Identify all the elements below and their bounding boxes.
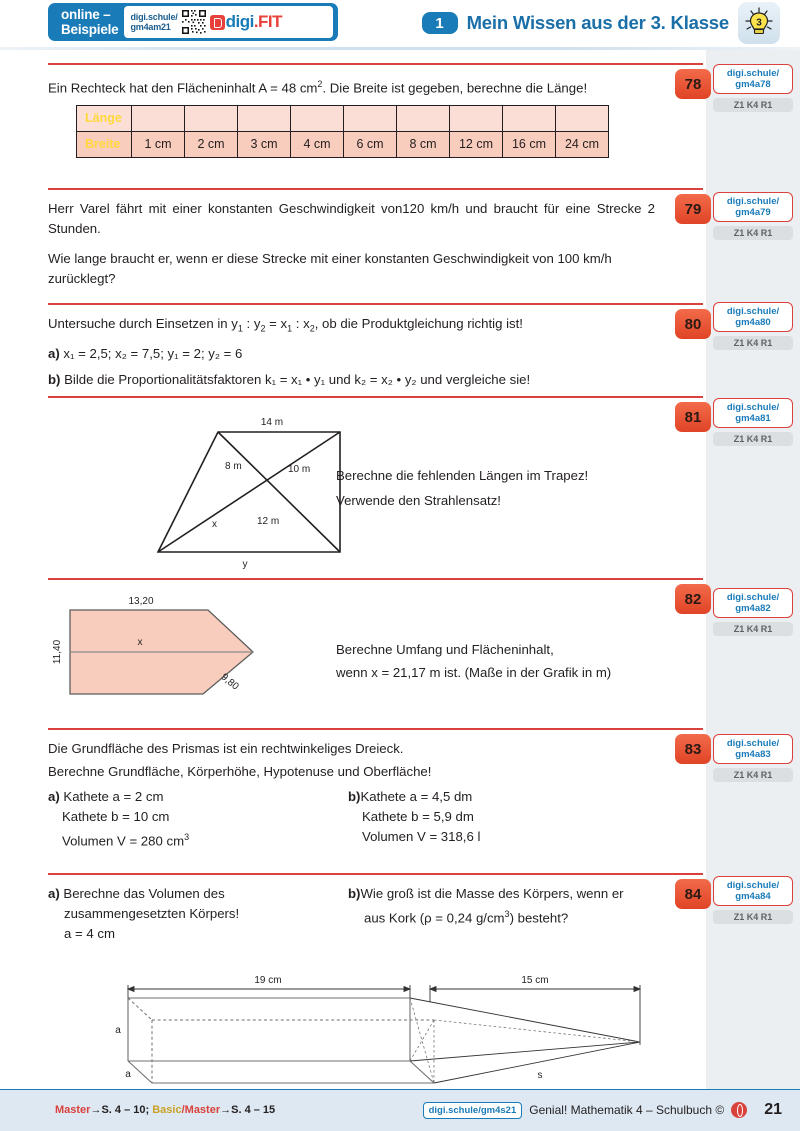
- sidebar-tag: Z1 K4 R1: [713, 910, 793, 924]
- figure-label-12m: 12 m: [257, 516, 280, 527]
- exercise-number-badge: 84: [675, 879, 711, 909]
- exercise-79-body: [48, 190, 703, 289]
- table-cell-value: 12 cm: [450, 131, 503, 157]
- online-examples-banner[interactable]: [48, 3, 338, 41]
- exercise-81-line2: Verwende den Strahlensatz!: [336, 493, 501, 508]
- sidebar-tag: Z1 K4 R1: [713, 336, 793, 350]
- figure-label-980: 9,80: [218, 671, 241, 693]
- sidebar-link[interactable]: [713, 192, 793, 222]
- table-row-laenge: [77, 105, 609, 131]
- sidebar-link[interactable]: [713, 398, 793, 428]
- table-cell-answer[interactable]: [132, 105, 185, 131]
- online-code-line1: digi.schule/: [130, 11, 178, 22]
- exercise-83-line1: Die Grundfläche des Prismas ist ein rechtwinkeliges Dreieck.: [48, 740, 404, 756]
- digifit-mark-icon: [210, 15, 225, 30]
- online-code-line2: gm4am21: [130, 22, 171, 32]
- figure-label-y: y: [242, 559, 248, 570]
- sidebar-tag: Z1 K4 R1: [713, 768, 793, 782]
- digifit-logo: [210, 12, 282, 32]
- exercise-number-badge: 79: [675, 194, 711, 224]
- figure-label-s: s: [537, 1070, 543, 1081]
- exercise-78-prompt: [48, 74, 703, 98]
- exercise-78-body: [48, 65, 703, 158]
- footer-arrow-1: →: [90, 1104, 102, 1116]
- sidebar-item-gm4a81[interactable]: [713, 398, 793, 446]
- footer-code-badge[interactable]: digi.schule/gm4s21: [423, 1102, 523, 1119]
- sidebar-link-line1: digi.schule/: [726, 306, 780, 317]
- header-divider: [0, 47, 800, 50]
- sidebar-item-gm4a80[interactable]: [713, 302, 793, 350]
- exercise-divider: [48, 578, 703, 580]
- sidebar-link[interactable]: [713, 64, 793, 94]
- exercise-80-body: [48, 305, 703, 391]
- online-code-area[interactable]: [124, 6, 333, 38]
- sidebar-link-line2: gm4a79: [735, 207, 771, 218]
- sidebar-link-line1: digi.schule/: [726, 196, 780, 207]
- table-cell-answer[interactable]: [450, 105, 503, 131]
- row-header-laenge: Länge: [77, 105, 132, 131]
- col-b-line2: aus Kork (ρ = 0,24 g/cm: [364, 909, 505, 925]
- col-a-line2: zusammengesetzten Körpers!: [64, 905, 240, 921]
- footer-arrow-2: →: [220, 1104, 232, 1116]
- exercise-number-badge: 78: [675, 69, 711, 99]
- online-label-line1: online –: [61, 7, 111, 22]
- figure-label-x: x: [212, 519, 217, 530]
- figure-label-15cm: 15 cm: [521, 975, 549, 986]
- footer-book-title: Genial! Mathematik 4 – Schulbuch ©: [529, 1103, 725, 1117]
- exercise-83-body: [48, 730, 703, 851]
- figure-label-a-depth: a: [125, 1069, 131, 1080]
- digifit-dot: .: [253, 12, 259, 31]
- sidebar-item-gm4a82[interactable]: [713, 588, 793, 636]
- exercise-84-column-b: [348, 884, 658, 944]
- figure-label-x: x: [137, 637, 143, 648]
- figure-label-8m: 8 m: [225, 461, 242, 472]
- table-cell-answer[interactable]: [556, 105, 609, 131]
- exercise-84: [48, 873, 703, 944]
- figure-label-1320: 13,20: [128, 596, 154, 607]
- exercise-80-item-b: [48, 370, 703, 390]
- col-b-line2: Kathete b = 5,9 dm: [362, 808, 474, 824]
- exercise-79-paragraph-2: Wie lange braucht er, wenn er diese Strecke mit einer konstanten Geschwindigkeit von 100 km/h zurücklegt?: [48, 250, 612, 286]
- item-label-a: a): [48, 346, 60, 362]
- exercise-82-line1: Berechne Umfang und Flächeninhalt,: [336, 642, 554, 657]
- exercise-83: [48, 728, 703, 851]
- item-label-b: b): [348, 885, 361, 901]
- figure-label-a-height: a: [115, 1025, 121, 1036]
- sidebar-link[interactable]: [713, 588, 793, 618]
- table-cell-answer[interactable]: [344, 105, 397, 131]
- col-b-line3: Volumen V = 318,6 l: [362, 828, 481, 844]
- footer-references: [55, 1104, 275, 1116]
- table-cell-answer[interactable]: [185, 105, 238, 131]
- exercise-78-table: [76, 105, 609, 158]
- table-cell-answer[interactable]: [291, 105, 344, 131]
- row-header-breite: Breite: [77, 131, 132, 157]
- exercise-80-item-a: [48, 344, 703, 364]
- table-cell-answer[interactable]: [503, 105, 556, 131]
- figure-label-10m: 10 m: [288, 464, 311, 475]
- sidebar-item-gm4a83[interactable]: [713, 734, 793, 782]
- exercise-80: [48, 303, 703, 390]
- prompt-segment-d: : x: [292, 315, 310, 331]
- col-b-line2-post: ) besteht?: [509, 909, 569, 925]
- item-label-b: b): [348, 788, 361, 804]
- footer-book-info: [423, 1101, 782, 1119]
- sidebar-link-line2: gm4a82: [735, 603, 771, 614]
- sidebar-link[interactable]: [713, 876, 793, 906]
- sidebar-link-line2: gm4a83: [735, 749, 771, 760]
- exercise-83-column-a: [48, 787, 348, 851]
- prompt-segment-e: , ob die Produktgleichung richtig ist!: [314, 315, 523, 331]
- figure-label-1140: 11,40: [52, 639, 63, 665]
- sidebar-item-gm4a78[interactable]: [713, 64, 793, 112]
- digifit-prefix: digi: [225, 12, 254, 31]
- sidebar-tag: Z1 K4 R1: [713, 98, 793, 112]
- sidebar-link-line1: digi.schule/: [726, 68, 780, 79]
- svg-text:3: 3: [756, 17, 762, 29]
- table-cell-value: 24 cm: [556, 131, 609, 157]
- table-cell-value: 16 cm: [503, 131, 556, 157]
- sidebar-link-line1: digi.schule/: [726, 880, 780, 891]
- footer-master-label: Master: [55, 1104, 91, 1116]
- chapter-number-badge: 1: [422, 12, 458, 34]
- online-banner-label: [53, 7, 124, 37]
- exercise-81-line1: Berechne die fehlenden Längen im Trapez!: [336, 468, 589, 483]
- sidebar-link-line2: gm4a81: [735, 413, 771, 424]
- sidebar-tag: Z1 K4 R1: [713, 622, 793, 636]
- exercise-number-badge: 82: [675, 584, 711, 614]
- page-number: 21: [764, 1101, 782, 1118]
- footer-master-pages: S. 4 – 10;: [101, 1104, 150, 1116]
- sidebar-link[interactable]: [713, 734, 793, 764]
- prompt-segment-a: Untersuche durch Einsetzen in y: [48, 315, 238, 331]
- sidebar-link-line2: gm4a80: [735, 317, 771, 328]
- page-title: Mein Wissen aus der 3. Klasse: [466, 12, 729, 33]
- item-text-b: Bilde die Proportionalitätsfaktoren k₁ = x₁ • y₁ und k₂ = x₂ • y₂ und vergleiche sie!: [64, 372, 531, 388]
- exercise-83-column-b: [348, 787, 480, 851]
- prompt-segment-b: : y: [242, 315, 261, 331]
- table-cell-value: 1 cm: [132, 131, 185, 157]
- pentagon-figure: [48, 592, 328, 707]
- col-a-line3-sup: 3: [184, 831, 190, 842]
- exercise-number-badge: 83: [675, 734, 711, 764]
- lightbulb-icon: [742, 6, 776, 40]
- page-header: [0, 0, 800, 52]
- table-cell-value: 8 cm: [397, 131, 450, 157]
- digifit-suffix: FIT: [258, 12, 283, 31]
- chapter-heading: [422, 2, 780, 44]
- item-label-a: a): [48, 885, 60, 901]
- col-b-line1: Kathete a = 4,5 dm: [360, 788, 473, 804]
- col-a-line2: Kathete b = 10 cm: [62, 808, 170, 824]
- table-row-breite: [77, 131, 609, 157]
- online-code-text: [128, 12, 177, 33]
- page-footer: [0, 1089, 800, 1131]
- exercise-83-columns: [48, 787, 703, 851]
- exercise-83-line2: Berechne Grundfläche, Körperhöhe, Hypotenuse und Oberfläche!: [48, 763, 432, 779]
- exercise-78: [48, 63, 703, 158]
- col-a-line3: Volumen V = 280 cm: [62, 832, 185, 848]
- prompt-segment-c: = x: [265, 315, 288, 331]
- lightbulb-badge: [738, 2, 780, 44]
- exercise-79: [48, 188, 703, 289]
- exercise-82-text: [336, 638, 611, 684]
- prompt-superscript: 2: [317, 78, 323, 89]
- sidebar-link-line2: gm4a84: [735, 891, 771, 902]
- exercise-divider: [48, 396, 703, 398]
- item-text-a: x₁ = 2,5; x₂ = 7,5; y₁ = 2; y₂ = 6: [63, 346, 243, 362]
- sidebar-link-line1: digi.schule/: [726, 402, 780, 413]
- resource-sidebar: [706, 50, 800, 1089]
- footer-master2-label: Master: [184, 1104, 221, 1116]
- col-b-line1: Wie groß ist die Masse des Körpers, wenn er: [360, 885, 624, 901]
- figure-label-top: 14 m: [260, 417, 284, 428]
- figure-label-19cm: 19 cm: [254, 975, 282, 986]
- col-a-line3: a = 4 cm: [64, 925, 115, 941]
- col-b-line2-sup: 3: [504, 908, 510, 919]
- item-label-b: b): [48, 372, 61, 388]
- table-cell-value: 4 cm: [291, 131, 344, 157]
- exercise-81-text: [336, 463, 588, 513]
- item-label-a: a): [48, 788, 60, 804]
- online-label-line2: Beispiele: [61, 22, 119, 37]
- sidebar-item-gm4a84[interactable]: [713, 876, 793, 924]
- prism-pyramid-figure: [110, 965, 670, 1087]
- table-cell-answer[interactable]: [397, 105, 450, 131]
- sidebar-tag: Z1 K4 R1: [713, 432, 793, 446]
- exercise-84-columns: [48, 884, 703, 944]
- exercise-number-badge: 81: [675, 402, 711, 432]
- sidebar-tag: Z1 K4 R1: [713, 226, 793, 240]
- table-cell-value: 2 cm: [185, 131, 238, 157]
- sidebar-link-line2: gm4a78: [735, 79, 771, 90]
- prompt-part1: Ein Rechteck hat den Flächeninhalt A = 48 cm: [48, 79, 318, 95]
- table-cell-value: 3 cm: [238, 131, 291, 157]
- sidebar-link-line1: digi.schule/: [726, 738, 780, 749]
- footer-basic-label: Basic: [152, 1104, 182, 1116]
- publisher-logo-icon: [731, 1102, 747, 1118]
- footer-slash: /: [181, 1104, 185, 1116]
- sidebar-link[interactable]: [713, 302, 793, 332]
- prompt-part2: . Die Breite ist gegeben, berechne die Länge!: [322, 79, 588, 95]
- exercise-80-prompt: Untersuche durch Einsetzen in $y_1$ : $y_2 = x_1$ : $x_2$, ob die Produktgleichung richtig ist!: [48, 315, 523, 334]
- exercise-79-paragraph-1: Herr Varel fährt mit einer konstanten Geschwindigkeit von120 km/h und braucht für eine Strecke 2 Stunden.: [48, 200, 655, 236]
- sidebar-link-line1: digi.schule/: [726, 592, 780, 603]
- exercise-84-body: [48, 875, 703, 944]
- table-cell-answer[interactable]: [238, 105, 291, 131]
- table-cell-value: 6 cm: [344, 131, 397, 157]
- qr-code-icon[interactable]: [181, 9, 207, 35]
- sidebar-item-gm4a79[interactable]: [713, 192, 793, 240]
- footer-master2-pages: S. 4 – 15: [231, 1104, 276, 1116]
- exercise-number-badge: 80: [675, 309, 711, 339]
- exercise-84-column-a: [48, 884, 348, 944]
- col-a-line1: Kathete a = 2 cm: [63, 788, 164, 804]
- col-a-line1: Berechne das Volumen des: [63, 885, 225, 901]
- footer-divider: [0, 1089, 800, 1090]
- exercise-82-line2: wenn x = 21,17 m ist. (Maße in der Grafik in m): [336, 665, 612, 680]
